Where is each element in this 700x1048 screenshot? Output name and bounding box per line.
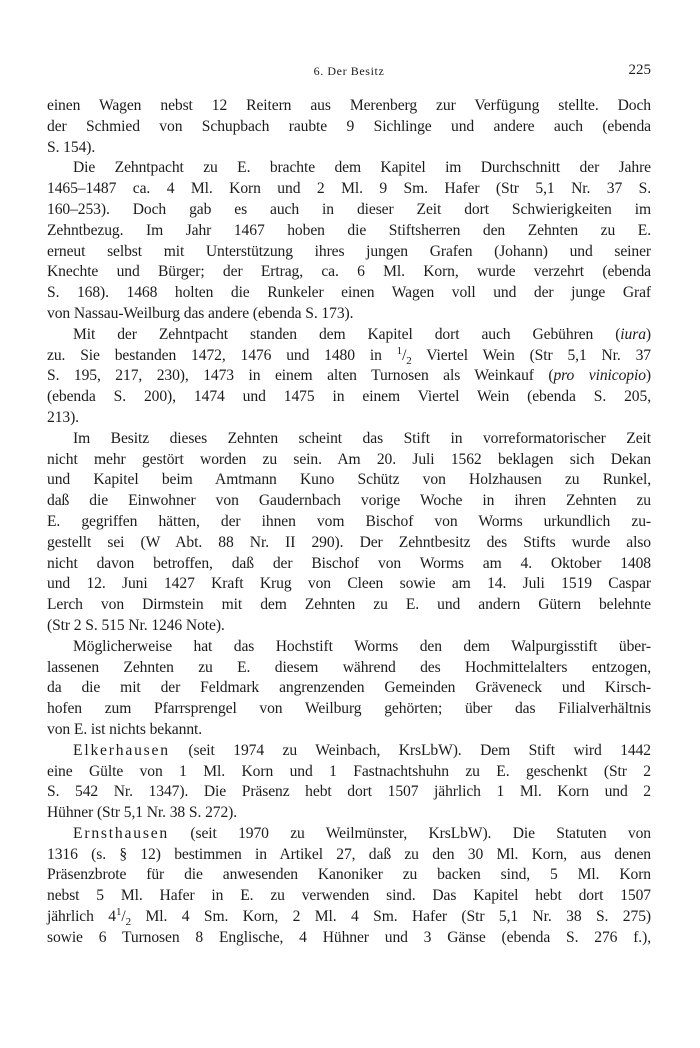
page-header [47,62,651,84]
fraction-slash: / [402,346,407,364]
text-line: zu. Sie bestanden 1472, 1476 und 1480 in $^1/_2$ Viertel Wein (Str 5,1 Nr. 37 [47,344,651,367]
place-name: Elkerhausen [73,741,170,759]
text-line: S. 542 Nr. 1347). Die Präsenz hebt dort 1507 jährlich 1 Ml. Korn und 2 [47,783,651,801]
text-line: daß die Einwohner von Gaudernbach vorige Woche in ihren Zehnten zu [47,492,651,510]
text-line: der Schmied von Schupbach raubte 9 Sichlinge und andere auch (ebenda [47,117,651,135]
text-line: Lerch von Dirmstein mit dem Zehnten zu E. und andern Gütern belehnte [47,596,651,614]
text-line: Zehntbezug. Im Jahr 1467 hoben die Stiftsherren den Zehnten zu E. [47,221,651,239]
text-line: von E. ist nichts bekannt. [47,720,203,738]
text-line: 213). [47,408,79,426]
text-line: Im Besitz dieses Zehnten scheint das Stift in vorreformatorischer Zeit [73,429,651,447]
fraction-denominator: 2 [125,916,132,929]
body-text [47,96,651,949]
fraction-numerator: 1 [396,344,403,357]
text-line: von Nassau-Weilburg das andere (ebenda S. 173). [47,304,354,322]
text-line: nicht mehr gestört worden zu sein. Am 20. Juli 1562 beklagen sich Dekan [47,450,651,468]
fraction-slash: / [121,908,126,926]
text-line: nebst 5 Ml. Hafer in E. zu verwenden sind. Das Kapitel hebt dort 1507 [47,887,651,905]
latin-term: pro vinicopio [553,367,646,385]
text-line: nicht davon betroffen, daß der Bischof von Worms am 4. Oktober 1408 [47,554,651,572]
text-line: E. gegriffen hätten, der ihnen vom Bischof von Worms urkundlich zu- [47,512,651,530]
text-line: Die Zehntpacht zu E. brachte dem Kapitel im Durchschnitt der Jahre [73,159,651,177]
text-line: und 12. Juni 1427 Kraft Krug von Cleen sowie am 14. Juli 1519 Caspar [47,575,651,593]
text-line: 160–253). Doch gab es auch in dieser Zeit dort Schwierigkeiten im [47,200,651,218]
text-line: Möglicherweise hat das Hochstift Worms den dem Walpurgisstift über- [73,637,651,655]
fraction-denominator: 2 [406,354,412,367]
text-line: S. 154). [47,138,96,156]
text-line: lassenen Zehnten zu E. diesem während des Hochmittelalters entzogen, [47,658,651,676]
text-line: S. 195, 217, 230), 1473 in einem alten Turnosen als Weinkauf (pro vinicopio) [47,367,651,385]
text-line: hofen zum Pfarrsprengel von Weilburg gehörten; über das Filialverhältnis [47,700,651,718]
text-line: gestellt sei (W Abt. 88 Nr. II 290). Der Zehntbesitz des Stifts wurde also [47,533,651,551]
text-line: (ebenda S. 200), 1474 und 1475 in einem Viertel Wein (ebenda S. 205, [47,388,651,406]
text-line: eine Gülte von 1 Ml. Korn und 1 Fastnachtshuhn zu E. geschenkt (Str 2 [47,762,651,780]
text-line: Präsenzbrote für die anwesenden Kanoniker zu backen sind, 5 Ml. Korn [47,866,651,884]
text-line: Knechte und Bürger; der Ertrag, ca. 6 Ml. Korn, wurde verzehrt (ebenda [47,263,651,281]
text-line: Mit der Zehntpacht standen dem Kapitel dort auch Gebühren (iura) [73,325,651,343]
text-line: da die mit der Feldmark angrenzenden Gemeinden Gräveneck und Kirsch- [47,679,651,697]
text-line: 1465–1487 ca. 4 Ml. Korn und 2 Ml. 9 Sm. Hafer (Str 5,1 Nr. 37 S. [47,180,651,198]
text-line: und Kapitel beim Amtmann Kuno Schütz von Holzhausen zu Runkel, [47,471,651,489]
text-line: sowie 6 Turnosen 8 Englische, 4 Hühner und 3 Gänse (ebenda S. 276 f.), [47,928,651,946]
text-line: Elkerhausen (seit 1974 zu Weinbach, KrsLbW). Dem Stift wird 1442 [73,741,651,759]
text-line: jährlich $4^1/_2$ Ml. 4 Sm. Korn, 2 Ml. 4 Sm. Hafer (Str 5,1 Nr. 38 S. 275) [47,905,651,929]
place-name: Ernsthausen [73,824,170,842]
text-line: erneut selbst mit Unterstützung ihres jungen Grafen (Johann) und seiner [47,242,651,260]
text-line: einen Wagen nebst 12 Reitern aus Merenberg zur Verfügung stellte. Doch [47,97,651,114]
fraction-numerator: 1 [115,905,122,918]
latin-term: iura [620,325,646,343]
page-number: 225 [628,62,651,78]
running-head: 6. Der Besitz [313,64,385,78]
text-line: Hühner (Str 5,1 Nr. 38 S. 272). [47,804,238,822]
text-line: 1316 (s. § 12) bestimmen in Artikel 27, daß zu den 30 Ml. Korn, aus denen [47,845,651,863]
text-line: Ernsthausen (seit 1970 zu Weilmünster, KrsLbW). Die Statuten von [73,824,651,842]
text-line: S. 168). 1468 holten die Runkeler einen Wagen voll und der junge Graf [47,284,651,302]
text-line: (Str 2 S. 515 Nr. 1246 Note). [47,616,225,634]
